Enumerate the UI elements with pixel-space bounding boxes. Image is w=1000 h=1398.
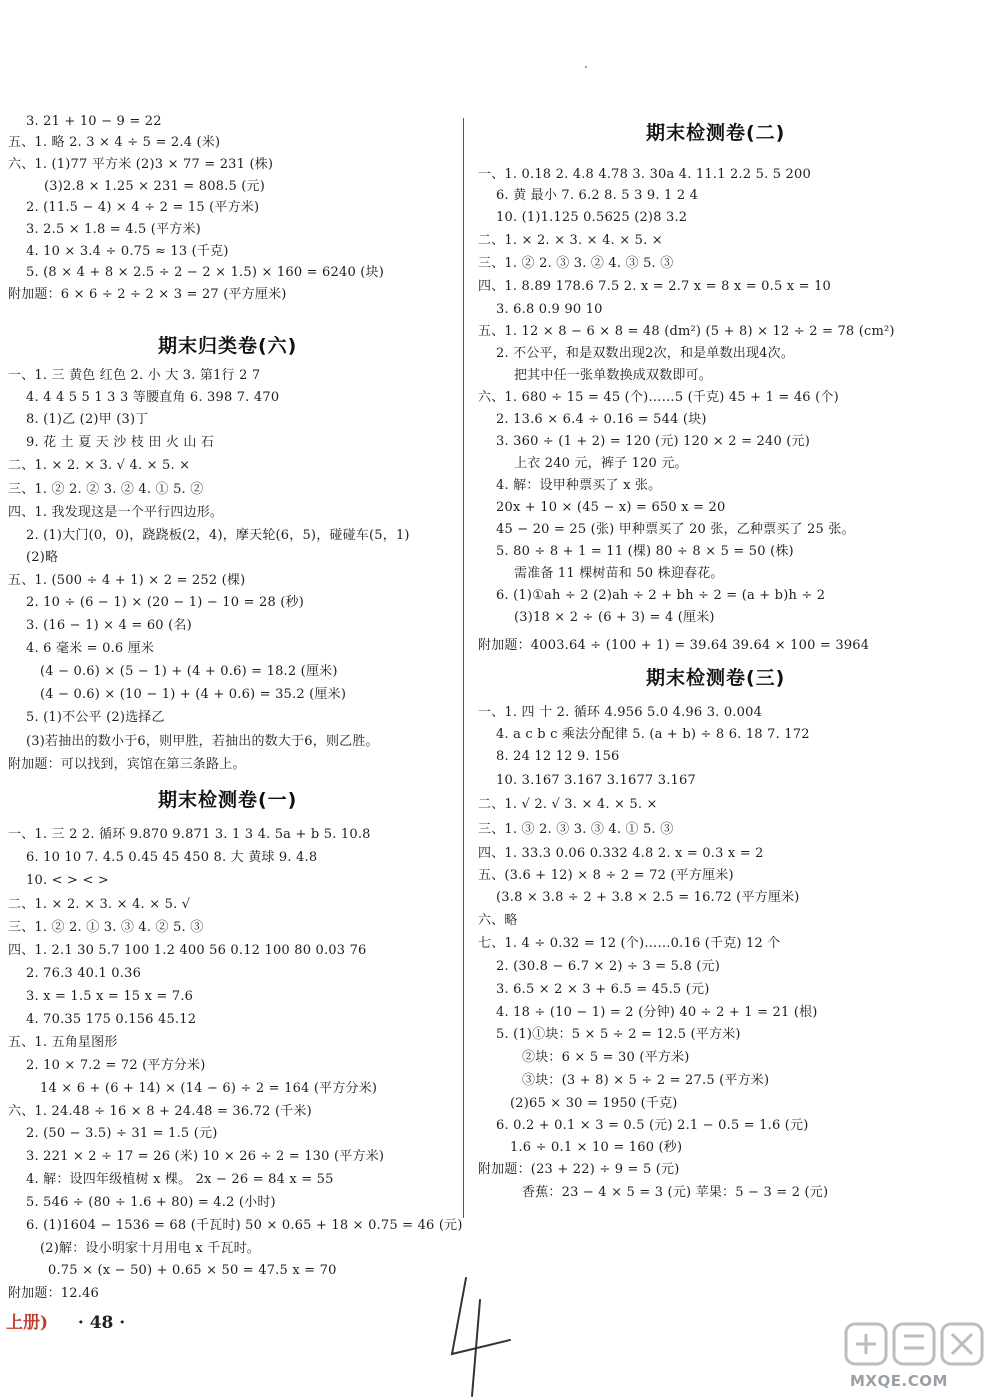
answer-line: (4 − 0.6) × (10 − 1) + (4 + 0.6) = 35.2 (厘米) xyxy=(40,687,347,702)
answer-line: 5. 80 ÷ 8 + 1 = 11 (棵) 80 ÷ 8 × 5 = 50 (株) xyxy=(496,544,794,559)
answer-line: 9. 花 土 夏 天 沙 枝 田 火 山 石 xyxy=(26,435,215,450)
answer-line: (2)65 × 30 = 1950 (千克) xyxy=(510,1096,678,1111)
answer-line: 5. (8 × 4 + 8 × 2.5 ÷ 2 − 2 × 1.5) × 160 = 6240 (块) xyxy=(26,265,385,280)
scan-speck xyxy=(585,66,587,68)
answer-line: ②块：6 × 5 = 30 (平方米) xyxy=(522,1050,690,1065)
answer-line: 把其中任一张单数换成双数即可。 xyxy=(514,368,713,383)
answer-line: 4. 6 毫米 = 0.6 厘米 xyxy=(26,641,155,656)
answer-line: 6. (1)①ah ÷ 2 (2)ah ÷ 2 + bh ÷ 2 = (a + b)h ÷ 2 xyxy=(496,588,826,603)
answer-line: 5. 546 ÷ (80 ÷ 1.6 + 80) = 4.2 (小时) xyxy=(26,1195,276,1210)
answer-line: 附加题：可以找到，宾馆在第三条路上。 xyxy=(8,757,246,772)
answer-line: 20x + 10 × (45 − x) = 650 x = 20 xyxy=(496,500,726,515)
answer-line: 一、1. 三 黄色 红色 2. 小 大 3. 第1行 2 7 xyxy=(8,368,261,383)
answer-line: 四、1. 33.3 0.06 0.332 4.8 2. x = 0.3 x = 2 xyxy=(478,846,764,861)
answer-line: 3. 2.5 × 1.8 = 4.5 (平方米) xyxy=(26,222,201,237)
answer-line: 附加题：12.46 xyxy=(8,1286,100,1301)
answer-line: 2. 10 × 7.2 = 72 (平方分米) xyxy=(26,1058,206,1073)
answer-line: 10. (1)1.125 0.5625 (2)8 3.2 xyxy=(496,210,688,225)
answer-line: 5. (1)不公平 (2)选择乙 xyxy=(26,710,165,725)
answer-line: 3. 21 + 10 − 9 = 22 xyxy=(26,114,162,129)
answer-line: 六、1. 680 ÷ 15 = 45 (个)……5 (千克) 45 + 1 = 46 (个) xyxy=(478,390,839,405)
answer-line: 六、1. (1)77 平方米 (2)3 × 77 = 231 (株) xyxy=(8,157,274,172)
answer-line: 2. (1)大门(0，0)，跷跷板(2，4)，摩天轮(6，5)，碰碰车(5，1) xyxy=(26,528,410,543)
answer-line: 五、1. 12 × 8 − 6 × 8 = 48 (dm²) (5 + 8) × 12 ÷ 2 = 78 (cm²) xyxy=(478,324,895,339)
answer-line: 香蕉：23 − 4 × 5 = 3 (元) 苹果：5 − 3 = 2 (元) xyxy=(522,1185,829,1200)
answer-line: 6. 黄 最小 7. 6.2 8. 5 3 9. 1 2 4 xyxy=(496,188,699,203)
answer-line: 0.75 × (x − 50) + 0.65 × 50 = 47.5 x = 70 xyxy=(48,1263,337,1278)
answer-line: 10. 3.167 3.167 3.1677 3.167 xyxy=(496,773,696,788)
answer-line: 二、1. √ 2. √ 3. × 4. × 5. × xyxy=(478,797,658,812)
answer-line: 三、1. ② 2. ② 3. ② 4. ① 5. ② xyxy=(8,482,204,497)
answer-line: 需准备 11 棵树苗和 50 株迎春花。 xyxy=(514,566,724,581)
answer-line: (3.8 × 3.8 ÷ 2 + 3.8 × 2.5 = 16.72 (平方厘米) xyxy=(496,890,800,905)
answer-line: (4 − 0.6) × (5 − 1) + (4 + 0.6) = 18.2 (厘米) xyxy=(40,664,338,679)
answer-line: 6. 10 10 7. 4.5 0.45 45 450 8. 大 黄球 9. 4.8 xyxy=(26,850,318,865)
answer-line: (3)18 × 2 ÷ (6 + 3) = 4 (厘米) xyxy=(514,610,715,625)
answer-line: 附加题：6 × 6 ÷ 2 ÷ 2 × 3 = 27 (平方厘米) xyxy=(8,287,287,302)
answer-line: 2. 不公平，和是双数出现2次，和是单数出现4次。 xyxy=(496,346,795,361)
answer-line: 2. (11.5 − 4) × 4 ÷ 2 = 15 (平方米) xyxy=(26,200,260,215)
answer-line: 附加题：4003.64 ÷ (100 + 1) = 39.64 39.64 × 100 = 3964 xyxy=(478,638,870,653)
handwritten-four-mark xyxy=(440,1270,530,1398)
answer-line: 45 − 20 = 25 (张) 甲种票买了 20 张，乙种票买了 25 张。 xyxy=(496,522,855,537)
answer-line: 五、1. 五角星图形 xyxy=(8,1035,118,1050)
answer-line: 四、1. 2.1 30 5.7 100 1.2 400 56 0.12 100 80 0.03 76 xyxy=(8,943,367,958)
answer-line: 2. 76.3 40.1 0.36 xyxy=(26,966,142,981)
answer-line: 3. x = 1.5 x = 15 x = 7.6 xyxy=(26,989,194,1004)
answer-line: 六、略 xyxy=(478,913,518,928)
section-title: 期末检测卷(二) xyxy=(646,122,786,144)
answer-line: 2. (30.8 − 6.7 × 2) ÷ 3 = 5.8 (元) xyxy=(496,959,721,974)
watermark-url: MXQE.COM xyxy=(850,1372,948,1390)
answer-line: 14 × 6 + (6 + 14) × (14 − 6) ÷ 2 = 164 (平方分米) xyxy=(40,1081,378,1096)
answer-line: 一、1. 0.18 2. 4.8 4.78 3. 30a 4. 11.1 2.2 5. 5 200 xyxy=(478,167,811,182)
answer-line: 附加题：(23 + 22) ÷ 9 = 5 (元) xyxy=(478,1162,680,1177)
answer-line: 四、1. 8.89 178.6 7.5 2. x = 2.7 x = 8 x = 0.5 x = 10 xyxy=(478,279,832,294)
answer-line: 五、(3.6 + 12) × 8 ÷ 2 = 72 (平方厘米) xyxy=(478,868,734,883)
answer-line: 2. (50 − 3.5) ÷ 31 = 1.5 (元) xyxy=(26,1126,218,1141)
answer-line: 七、1. 4 ÷ 0.32 = 12 (个)……0.16 (千克) 12 个 xyxy=(478,936,781,951)
answer-line: 五、1. 略 2. 3 × 4 ÷ 5 = 2.4 (米) xyxy=(8,135,221,150)
answer-line: 上衣 240 元，裤子 120 元。 xyxy=(514,456,688,471)
answer-line: 二、1. × 2. × 3. × 4. × 5. √ xyxy=(8,897,191,912)
answer-line: 4. 10 × 3.4 ÷ 0.75 ≈ 13 (千克) xyxy=(26,244,229,259)
column-divider xyxy=(463,118,464,1218)
answer-line: 六、1. 24.48 ÷ 16 × 8 + 24.48 = 36.72 (千米) xyxy=(8,1104,312,1119)
answer-line: 10. < > < > xyxy=(26,873,109,888)
answer-line: 一、1. 三 2 2. 循环 9.870 9.871 3. 1 3 4. 5a + b 5. 10.8 xyxy=(8,827,371,842)
book-volume-tag: 上册) xyxy=(6,1313,49,1333)
answer-line: 3. 221 × 2 ÷ 17 = 26 (米) 10 × 26 ÷ 2 = 130 (平方米) xyxy=(26,1149,385,1164)
answer-line: 6. (1)1604 − 1536 = 68 (千瓦时) 50 × 0.65 + 18 × 0.75 = 46 (元) xyxy=(26,1218,463,1233)
answer-line: 1.6 ÷ 0.1 × 10 = 160 (秒) xyxy=(510,1140,683,1155)
answer-line: 四、1. 我发现这是一个平行四边形。 xyxy=(8,505,224,520)
answer-line: 3. 360 ÷ (1 + 2) = 120 (元) 120 × 2 = 240 (元) xyxy=(496,434,811,449)
answer-line: 3. 6.5 × 2 × 3 + 6.5 = 45.5 (元) xyxy=(496,982,710,997)
page-number: · 48 · xyxy=(77,1313,126,1333)
answer-line: 8. (1)乙 (2)甲 (3)丁 xyxy=(26,412,149,427)
answer-line: 2. 13.6 × 6.4 ÷ 0.16 = 544 (块) xyxy=(496,412,707,427)
answer-line: 6. 0.2 + 0.1 × 3 = 0.5 (元) 2.1 − 0.5 = 1.6 (元) xyxy=(496,1118,809,1133)
page-footer xyxy=(6,1308,125,1333)
answer-line: 二、1. × 2. × 3. √ 4. × 5. × xyxy=(8,458,191,473)
answer-line: 4. 解：设甲种票买了 x 张。 xyxy=(496,478,662,493)
answer-line: 4. 解：设四年级植树 x 棵。 2x − 26 = 84 x = 55 xyxy=(26,1172,334,1187)
answer-line: 4. a c b c 乘法分配律 5. (a + b) ÷ 8 6. 18 7. 172 xyxy=(496,727,810,742)
answer-line: (3)若抽出的数小于6，则甲胜，若抽出的数大于6，则乙胜。 xyxy=(26,734,379,749)
answer-line: 三、1. ③ 2. ③ 3. ③ 4. ① 5. ③ xyxy=(478,822,674,837)
answer-line: 3. 6.8 0.9 90 10 xyxy=(496,302,603,317)
answer-line: (2)解：设小明家十月用电 x 千瓦时。 xyxy=(40,1241,261,1256)
answer-line: 2. 10 ÷ (6 − 1) × (20 − 1) − 10 = 28 (秒) xyxy=(26,595,305,610)
answer-line: 5. (1)①块：5 × 5 ÷ 2 = 12.5 (平方米) xyxy=(496,1027,741,1042)
answer-line: ③块：(3 + 8) × 5 ÷ 2 = 27.5 (平方米) xyxy=(522,1073,770,1088)
answer-line: 4. 18 ÷ (10 − 1) = 2 (分钟) 40 ÷ 2 + 1 = 21 (根) xyxy=(496,1005,818,1020)
answer-line: 五、1. (500 ÷ 4 + 1) × 2 = 252 (棵) xyxy=(8,573,246,588)
answer-line: (3)2.8 × 1.25 × 231 = 808.5 (元) xyxy=(44,179,266,194)
answer-line: 8. 24 12 12 9. 156 xyxy=(496,749,620,764)
answer-line: 一、1. 四 十 2. 循环 4.956 5.0 4.96 3. 0.004 xyxy=(478,705,763,720)
section-title: 期末检测卷(一) xyxy=(158,789,298,811)
section-title: 期末归类卷(六) xyxy=(158,335,298,357)
answer-line: 三、1. ② 2. ① 3. ③ 4. ② 5. ③ xyxy=(8,920,204,935)
answer-line: 4. 70.35 175 0.156 45.12 xyxy=(26,1012,197,1027)
answer-line: 二、1. × 2. × 3. × 4. × 5. × xyxy=(478,233,663,248)
section-title: 期末检测卷(三) xyxy=(646,667,786,689)
answer-line: 三、1. ② 2. ③ 3. ② 4. ③ 5. ③ xyxy=(478,256,674,271)
answer-line: 3. (16 − 1) × 4 = 60 (名) xyxy=(26,618,192,633)
answer-line: 4. 4 4 5 5 1 3 3 等腰直角 6. 398 7. 470 xyxy=(26,390,280,405)
answer-line: (2)略 xyxy=(26,550,59,565)
